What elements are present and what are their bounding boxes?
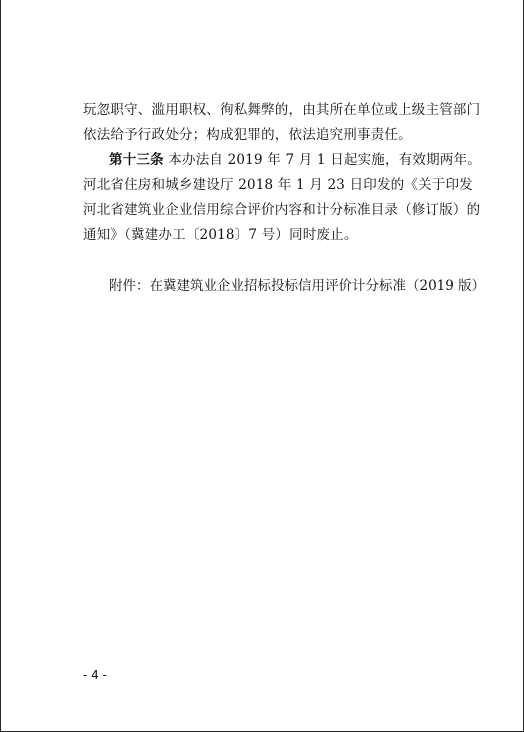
attachment-note — [109, 274, 489, 299]
attachment-title: 在冀建筑业企业招标投标信用评价计分标准（2019 版） — [149, 278, 486, 294]
page-number: - 4 - — [83, 668, 107, 682]
paragraph-duty-negligence: 玩忽职守、滥用职权、徇私舞弊的，由其所在单位或上级主管部门依法给予行政处分；构成犯罪的，依法追究刑事责任。 — [83, 102, 481, 143]
article-13-heading: 第十三条 — [109, 152, 164, 168]
article-13-body: 本办法自 2019 年 7 月 1 日起实施，有效期两年。河北省住房和城乡建设厅 2018 年 1 月 23 日印发的《关于印发河北省建筑业企业信用综合评价内容和计分标准目录（修订版）的通知》（冀建办工〔2018〕7 号）同时废止。 — [83, 152, 481, 243]
paragraph-article-13 — [83, 148, 483, 248]
attachment-label: 附件： — [109, 278, 150, 294]
